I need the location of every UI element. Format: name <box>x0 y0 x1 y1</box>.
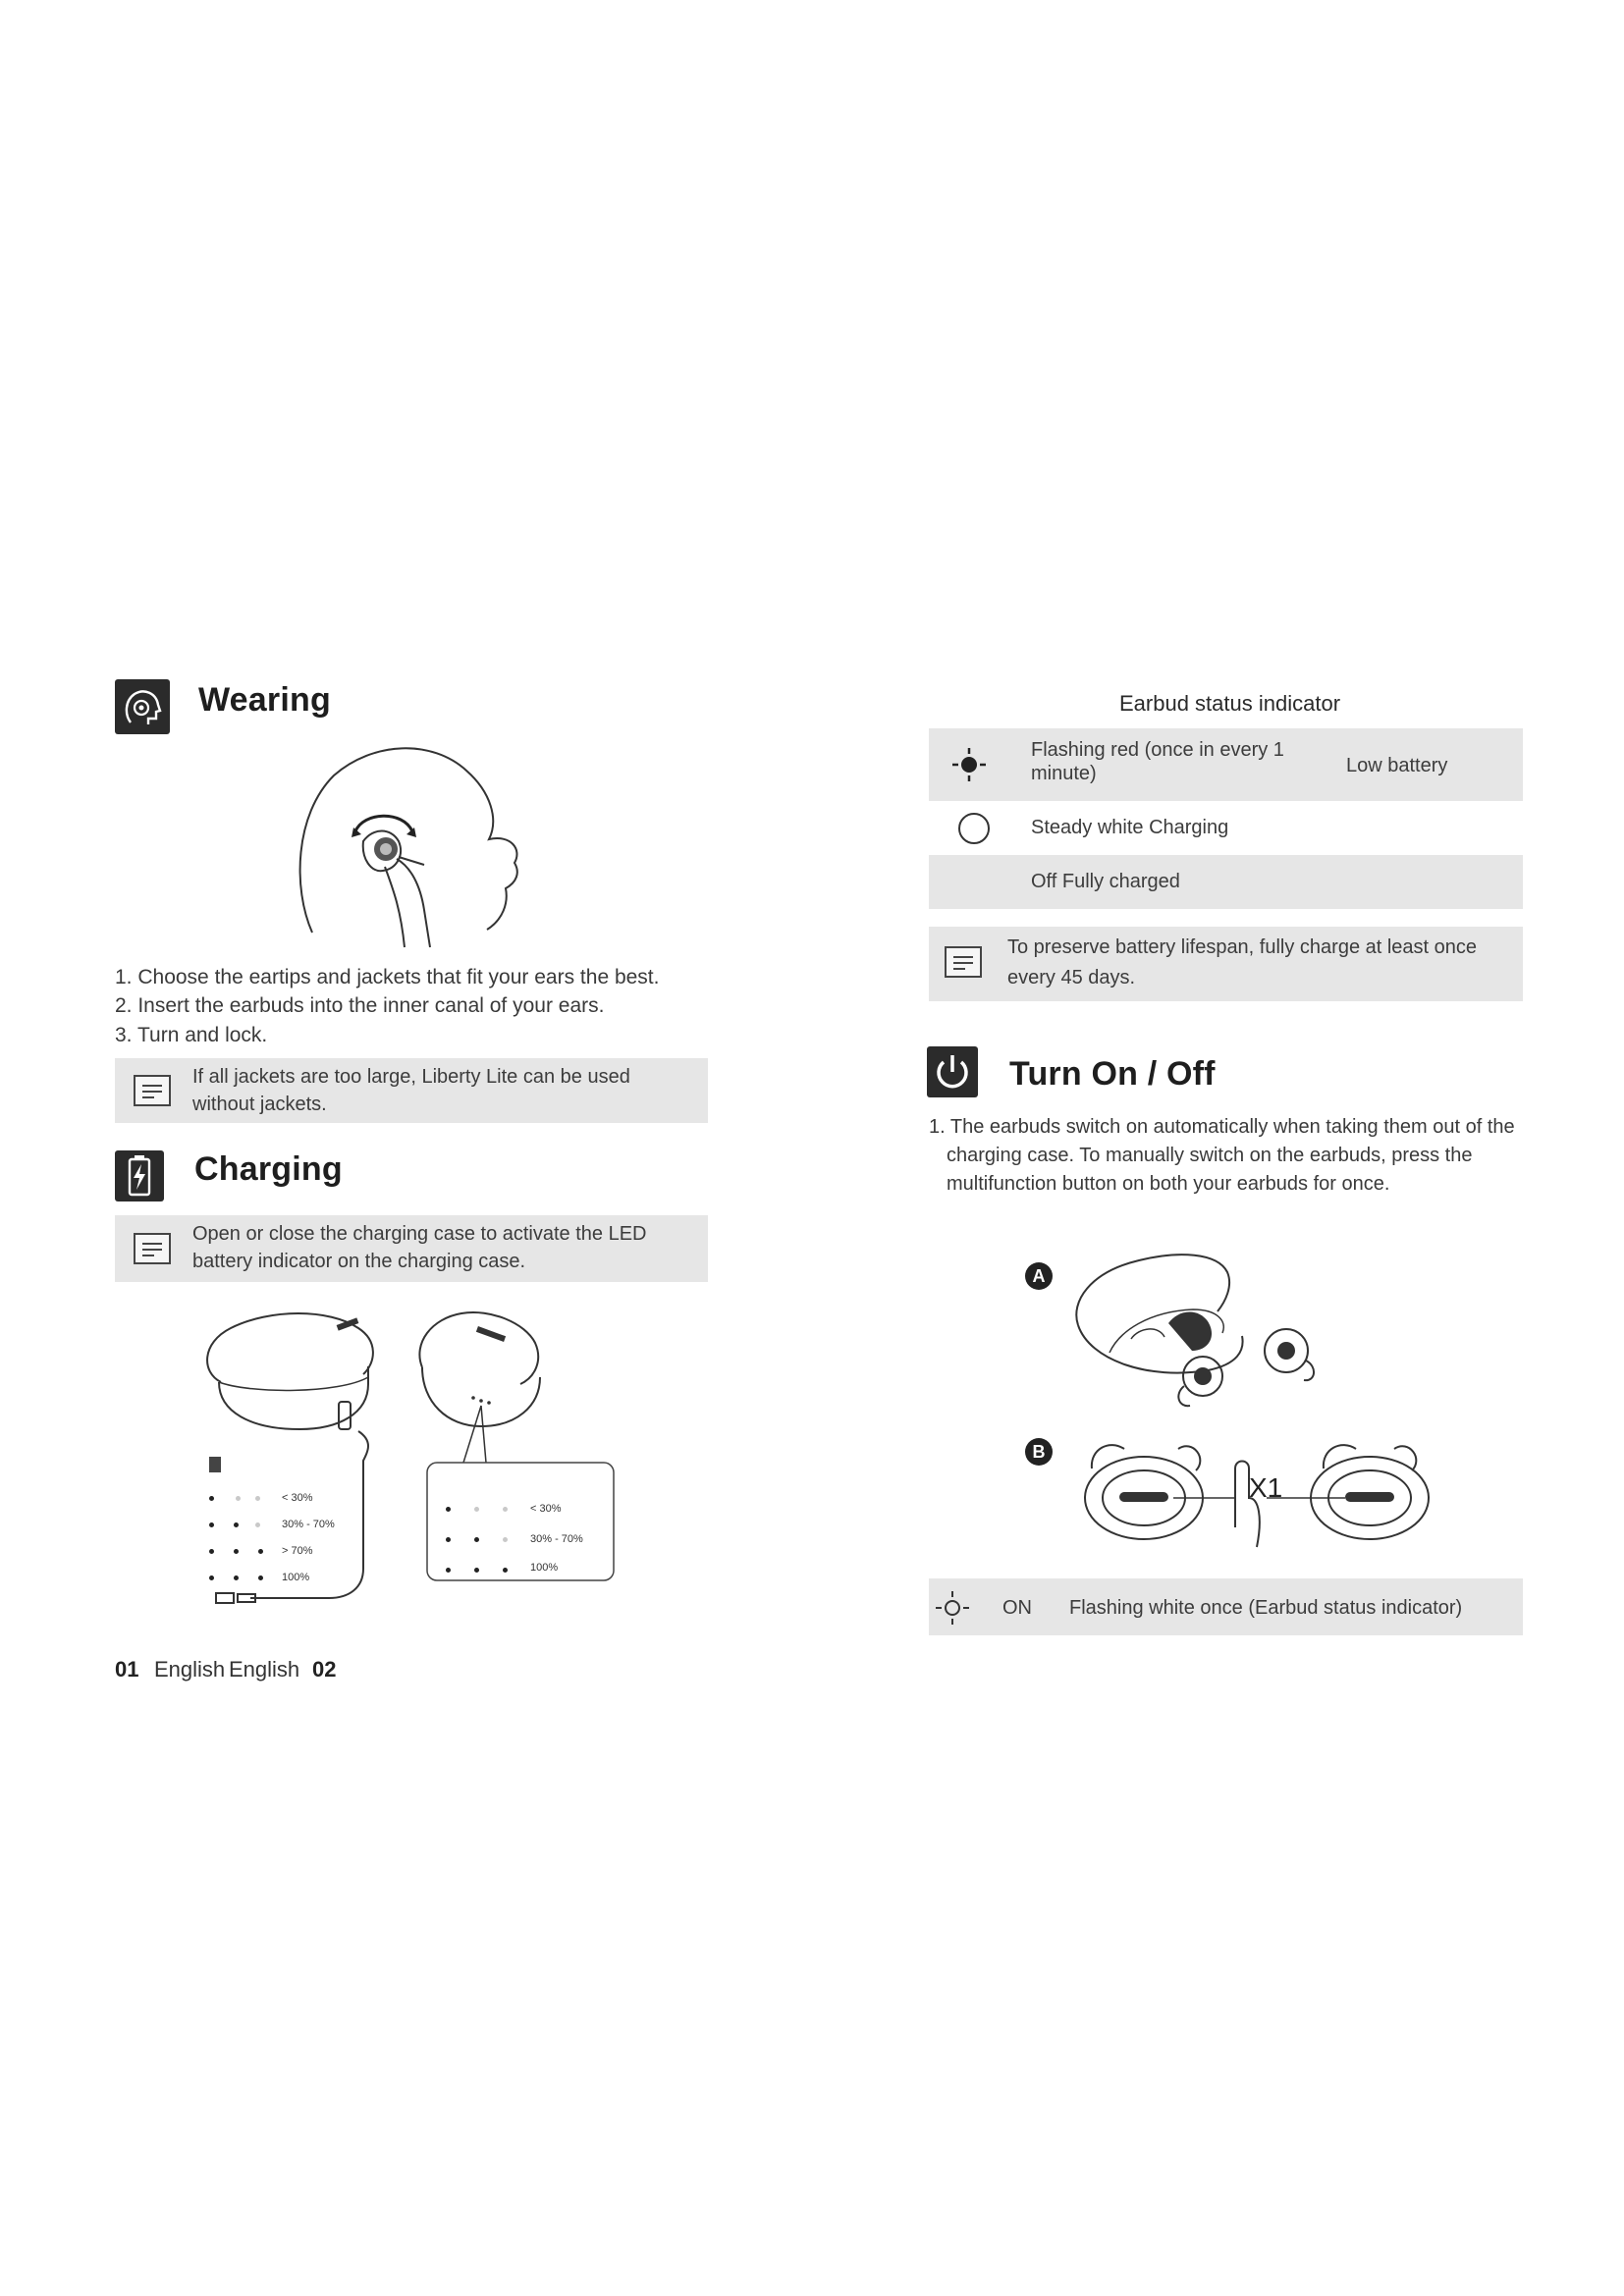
earbud-removal-illustration <box>1070 1243 1335 1419</box>
level-left-3: > 70% <box>282 1545 313 1557</box>
wearing-illustration <box>295 741 530 952</box>
charging-note-text: Open or close the charging case to activate the LED battery indicator on the charging case. <box>192 1223 647 1272</box>
wearing-icon <box>115 679 170 734</box>
wearing-step-1: 1. Choose the eartips and jackets that fit your ears the best. <box>115 966 660 988</box>
press-count: X1 <box>1249 1472 1283 1503</box>
level-left-4: 100% <box>282 1572 310 1583</box>
wearing-step-3: 3. Turn and lock. <box>115 1024 268 1046</box>
wearing-title: Wearing <box>198 681 331 719</box>
page-number-left: 01 <box>115 1657 139 1682</box>
label-b: B <box>1025 1438 1053 1466</box>
on-desc: Flashing white once (Earbud status indicator) <box>1069 1597 1463 1619</box>
footer-lang-right: English <box>229 1657 300 1682</box>
level-left-1: < 30% <box>282 1492 313 1504</box>
note-icon <box>134 1233 171 1264</box>
wearing-note <box>115 1058 708 1123</box>
status-row-2-desc: Steady white Charging <box>1031 817 1229 838</box>
status-row-3 <box>929 855 1523 909</box>
note-icon <box>134 1075 171 1106</box>
level-right-3: 100% <box>530 1562 559 1574</box>
level-left-2: 30% - 70% <box>282 1519 335 1530</box>
steady-white-icon <box>956 811 992 846</box>
label-a: A <box>1025 1262 1053 1290</box>
charging-note <box>115 1215 708 1282</box>
flashing-red-icon <box>950 746 988 783</box>
battery-icon <box>115 1150 164 1201</box>
status-row-1-desc: Flashing red (once in every 1 minute) <box>1031 739 1284 784</box>
wearing-note-text: If all jackets are too large, Liberty Lite can be used without jackets. <box>192 1066 630 1115</box>
footer-lang-left: English <box>154 1657 226 1682</box>
power-step: 1. The earbuds switch on automatically when taking them out of the charging case. To manually switch on the earbuds, press the multifunction button on both your earbuds for once. <box>929 1116 1515 1195</box>
level-right-1: < 30% <box>530 1503 562 1515</box>
status-note-text: To preserve battery lifespan, fully charge at least once every 45 days. <box>1007 936 1478 988</box>
status-row-1-meaning: Low battery <box>1346 755 1448 776</box>
wearing-step-2: 2. Insert the earbuds into the inner canal of your ears. <box>115 994 605 1017</box>
on-label: ON <box>1002 1597 1032 1619</box>
page-number-right: 02 <box>312 1657 337 1682</box>
level-right-2: 30% - 70% <box>530 1533 583 1545</box>
status-note <box>929 927 1523 1001</box>
power-title: Turn On / Off <box>1009 1055 1216 1093</box>
charging-case-illustration <box>191 1304 628 1632</box>
note-icon <box>945 946 982 978</box>
power-icon <box>927 1046 978 1097</box>
status-row-3-desc: Off Fully charged <box>1031 871 1180 892</box>
status-heading: Earbud status indicator <box>1119 691 1341 716</box>
flashing-white-icon <box>933 1588 972 1628</box>
charging-title: Charging <box>194 1150 343 1188</box>
